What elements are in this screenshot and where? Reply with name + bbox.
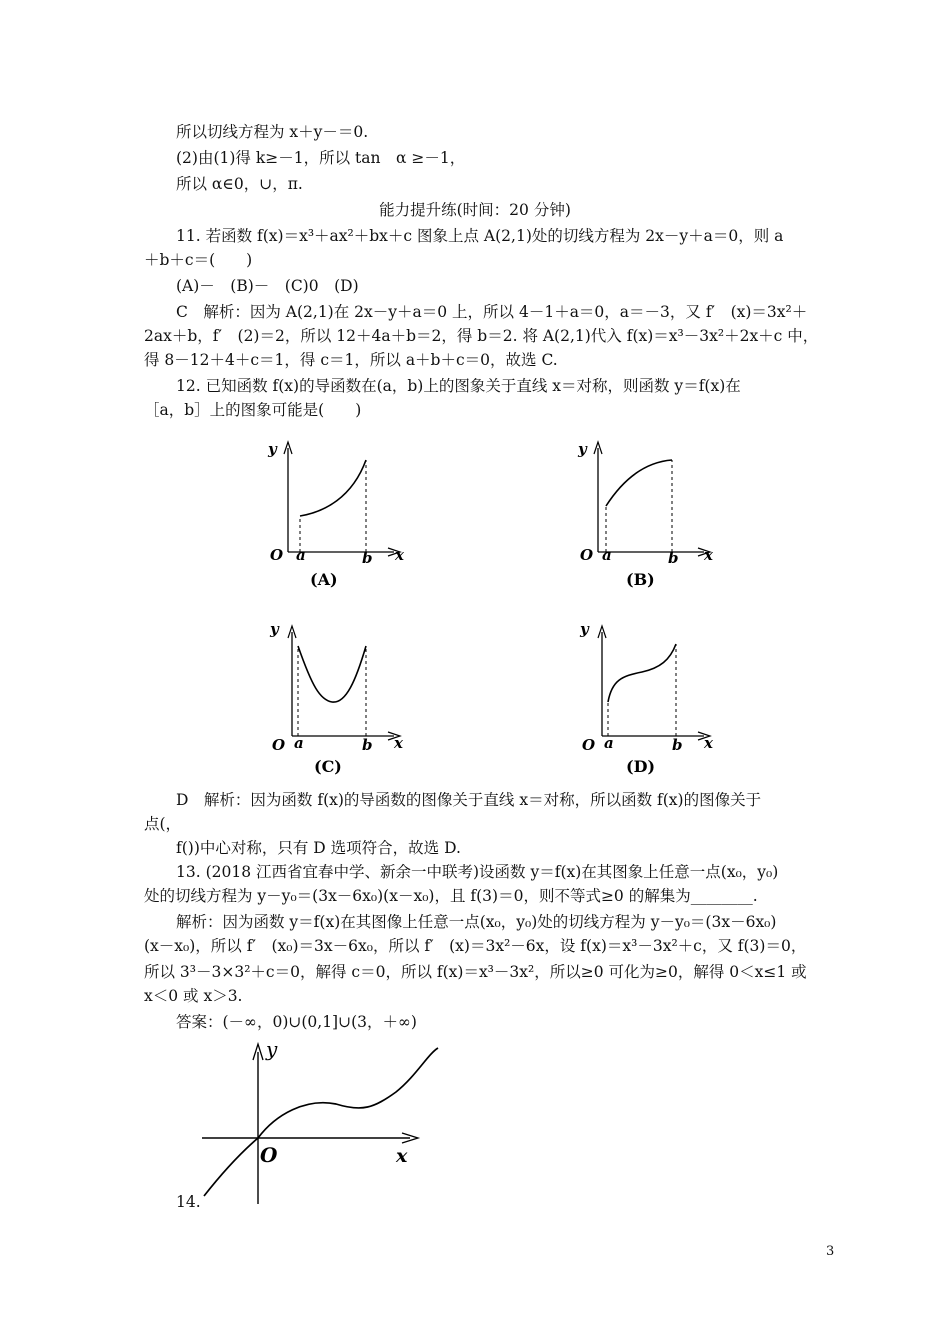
origin-label: O: [580, 546, 594, 564]
graph-b: [572, 432, 722, 592]
curve: [300, 460, 366, 516]
origin-label: O: [272, 736, 286, 754]
a-label: a: [294, 734, 304, 752]
text-line: ［a，b］上的图象可能是( ): [144, 401, 362, 419]
b-label: b: [672, 736, 683, 754]
text-line: 答案：(－∞，0)∪(0,1]∪(3，＋∞): [176, 1013, 417, 1031]
text-line: 处的切线方程为 y－y₀＝(3x－6x₀)(x－x₀)，且 f(3)＝0，则不等式≥0 的解集为________.: [144, 887, 758, 905]
text-line: x＜0 或 x＞3.: [144, 987, 243, 1005]
origin-label: O: [270, 546, 284, 564]
graph-d: [572, 616, 722, 776]
y-label: y: [580, 620, 589, 638]
b-label: b: [362, 549, 373, 567]
text-line: 13. (2018 江西省宜春中学、新余一中联考)设函数 y＝f(x)在其图象上任意一点(x₀，y₀): [176, 863, 779, 881]
text-line: (x－x₀)，所以 f′ (x₀)＝3x－6x₀，所以 f′ (x)＝3x²－6x，设 f(x)＝x³－3x²＋c，又 f(3)＝0，: [144, 937, 807, 955]
text-line: f())中心对称，只有 D 选项符合，故选 D.: [176, 839, 461, 857]
graph-c: [262, 616, 412, 776]
b-label: b: [362, 736, 373, 754]
text-line: 所以切线方程为 x＋y－＝0.: [176, 123, 369, 141]
text-line: 11. 若函数 f(x)＝x³＋ax²＋bx＋c 图象上点 A(2,1)处的切线方程为 2x－y＋a＝0，则 a: [176, 227, 784, 245]
x-label: x: [396, 1145, 408, 1167]
caption-b: (B): [626, 570, 655, 589]
text-line: 所以 α∈0，∪，π.: [176, 175, 303, 193]
caption-d: (D): [626, 757, 656, 776]
text-line: 解析：因为函数 y＝f(x)在其图像上任意一点(x₀，y₀)处的切线方程为 y－y₀＝(3x－6x₀): [176, 913, 777, 931]
y-label: y: [270, 620, 279, 638]
x-label: x: [395, 546, 404, 564]
graph-a: [262, 432, 412, 592]
a-label: a: [602, 546, 612, 564]
curve: [298, 646, 366, 702]
text-line: (2)由(1)得 k≥－1，所以 tan α ≥－1，: [176, 149, 466, 167]
a-label: a: [296, 546, 306, 564]
text-line: 2ax＋b，f′ (2)＝2，所以 12＋4a＋b＝2，得 b＝2. 将 A(2,1)代入 f(x)＝x³－3x²＋2x＋c 中，: [144, 327, 819, 345]
caption-c: (C): [314, 757, 342, 776]
text-line: 12. 已知函数 f(x)的导函数在(a，b)上的图象关于直线 x＝对称，则函数 y＝f(x)在: [176, 377, 741, 395]
y-label: y: [266, 1037, 278, 1061]
text-line: ＋b＋c＝( ): [144, 251, 253, 269]
text-line: 14.: [176, 1193, 201, 1211]
text-line: (A)－ (B)－ (C)0 (D): [176, 277, 359, 295]
graph-14: [196, 1036, 456, 1216]
x-label: x: [704, 734, 713, 752]
text-line: C 解析：因为 A(2,1)在 2x－y＋a＝0 上，所以 4－1＋a＝0，a＝－3，又 f′ (x)＝3x²＋: [176, 303, 808, 321]
text-line: 所以 3³－3×3²＋c＝0，解得 c＝0，所以 f(x)＝x³－3x²，所以≥0 可化为≥0，解得 0＜x≤1 或: [144, 963, 807, 981]
origin-label: O: [582, 736, 596, 754]
origin-label: O: [260, 1143, 278, 1167]
b-label: b: [668, 549, 679, 567]
curve: [608, 644, 676, 702]
y-label: y: [268, 440, 277, 458]
curve: [606, 460, 672, 506]
a-label: a: [604, 734, 614, 752]
curve: [204, 1048, 438, 1196]
x-label: x: [704, 546, 713, 564]
text-line: 得 8－12＋4＋c＝1，得 c＝1，所以 a＋b＋c＝0，故选 C.: [144, 351, 558, 369]
y-label: y: [578, 440, 587, 458]
section-heading: 能力提升练(时间：20 分钟): [379, 201, 571, 219]
x-label: x: [394, 734, 403, 752]
text-line: 点(，: [144, 815, 182, 833]
page-number: 3: [826, 1244, 835, 1259]
caption-a: (A): [310, 570, 338, 589]
text-line: D 解析：因为函数 f(x)的导函数的图像关于直线 x＝对称，所以函数 f(x)的图像关于: [176, 791, 762, 809]
